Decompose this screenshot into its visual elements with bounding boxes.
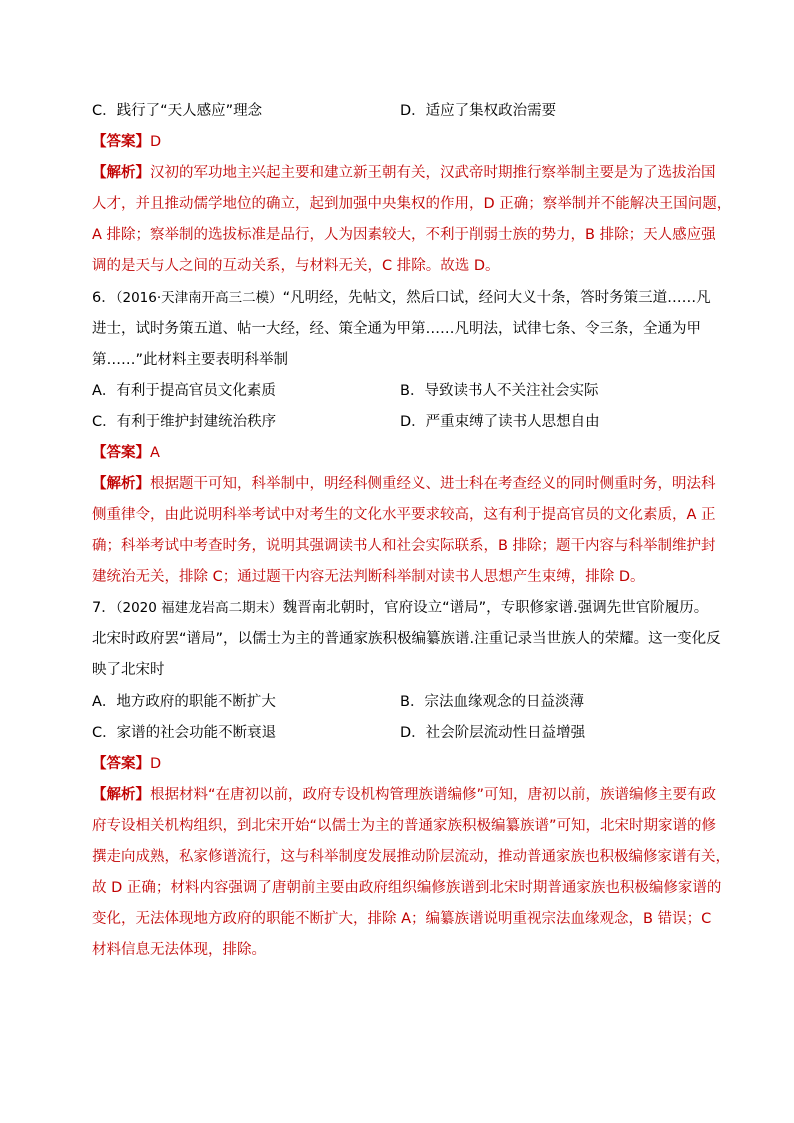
- analysis-tag: 【解析】: [92, 476, 150, 492]
- q5-analysis-line-2: 人才，并且推动儒学地位的确立，起到加强中央集权的作用，D 正确；察举制并不能解决王国问题，: [92, 196, 732, 212]
- q5-analysis-line-4: 调的是天与人之间的互动关系，与材料无关，C 排除。故选 D。: [92, 258, 500, 274]
- answer-value: D: [150, 134, 162, 150]
- q7-analysis-line-2: 府专设相关机构组织，到北宋开始“以儒士为主的普通家族积极编纂族谱”可知，北宋时期家谱的修: [92, 818, 717, 834]
- q6-analysis-line-3: 确；科举考试中考查时务，说明其强调读书人和社会实际联系，B 排除；题干内容与科举制维护封: [92, 538, 716, 554]
- q7-stem-line-3: 映了北宋时: [92, 662, 165, 678]
- q6-analysis-line-2: 侧重律令，由此说明科举考试中对考生的文化水平要求较高，这有利于提高官员的文化素质，A 正: [92, 507, 716, 523]
- q7-answer: [92, 754, 161, 774]
- q7-option-d: D．社会阶层流动性日益增强: [400, 725, 586, 741]
- q6-analysis-line-1: 【解析】根据题干可知，科举制中，明经科侧重经义、进士科在考查经义的同时侧重时务，明法科: [92, 476, 716, 492]
- q7-stem-line-1: 7．（2020 福建龙岩高二期末）魏晋南北朝时，官府设立“谱局”，专职修家谱.强调先世官阶履历。: [92, 600, 709, 616]
- q7-analysis-line-5: 变化，无法体现地方政府的职能不断扩大，排除 A；编纂族谱说明重视宗法血缘观念，B 错误；C: [92, 911, 712, 927]
- q6-stem-line-3: 第……”此材料主要表明科举制: [92, 352, 289, 368]
- answer-tag: 【答案】: [92, 445, 150, 461]
- answer-tag: 【答案】: [92, 756, 150, 772]
- q5-analysis-line-1: 【解析】汉初的军功地主兴起主要和建立新王朝有关，汉武帝时期推行察举制主要是为了选拔治国: [92, 165, 716, 181]
- q7-analysis-line-4: 故 D 正确；材料内容强调了唐朝前主要由政府组织编修族谱到北宋时期普通家族也积极编修家谱的: [92, 880, 722, 896]
- q6-analysis-line-4: 建统治无关，排除 C；通过题干内容无法判断科举制对读书人思想产生束缚，排除 D。: [92, 569, 645, 585]
- question-source: （2016·天津南开高三二模）: [115, 290, 283, 306]
- q5-analysis-line-3: A 排除；察举制的选拔标准是品行，人为因素较大，不利于削弱士族的势力，B 排除；天人感应强: [92, 227, 716, 243]
- q7-stem-line-2: 北宋时政府罢“谱局”，以儒士为主的普通家族积极编纂族谱.注重记录当世族人的荣耀。这一变化反: [92, 631, 721, 647]
- q6-option-b: B．导致读书人不关注社会实际: [400, 383, 599, 399]
- q5-answer: [92, 132, 161, 152]
- q7-option-b: B．宗法血缘观念的日益淡薄: [400, 694, 584, 710]
- q7-analysis-line-3: 撰走向成熟，私家修谱流行，这与科举制度发展推动阶层流动，推动普通家族也积极编修家谱有关，: [92, 849, 730, 865]
- answer-tag: 【答案】: [92, 134, 150, 150]
- q6-option-a: A．有利于提高官员文化素质: [92, 383, 276, 399]
- q6-stem-line-2: 进士，试时务策五道、帖一大经，经、策全通为甲第……凡明法，试律七条、令三条，全通为甲: [92, 321, 701, 337]
- q7-analysis-line-1: 【解析】根据材料“在唐初以前，政府专设机构管理族谱编修”可知，唐初以前，族谱编修主要有政: [92, 787, 717, 803]
- question-source: （2020 福建龙岩高二期末）: [115, 600, 283, 616]
- q6-option-c: C．有利于维护封建统治秩序: [92, 414, 277, 430]
- q6-answer: [92, 443, 160, 463]
- question-number: 7．: [92, 600, 116, 616]
- q5-option-c: C．践行了“天人感应”理念: [92, 103, 263, 119]
- analysis-tag: 【解析】: [92, 787, 150, 803]
- q5-option-d: D．适应了集权政治需要: [400, 103, 557, 119]
- q7-analysis-line-6: 材料信息无法体现，排除。: [92, 942, 266, 958]
- analysis-tag: 【解析】: [92, 165, 150, 181]
- q6-stem-line-1: 6．（2016·天津南开高三二模）“凡明经，先帖文，然后口试，经问大义十条，答时务策三道……凡: [92, 290, 711, 306]
- question-number: 6．: [92, 290, 116, 306]
- q7-option-a: A．地方政府的职能不断扩大: [92, 694, 276, 710]
- answer-value: A: [150, 445, 160, 461]
- q6-option-d: D．严重束缚了读书人思想自由: [400, 414, 600, 430]
- answer-value: D: [150, 756, 162, 772]
- q7-option-c: C．家谱的社会功能不断衰退: [92, 725, 277, 741]
